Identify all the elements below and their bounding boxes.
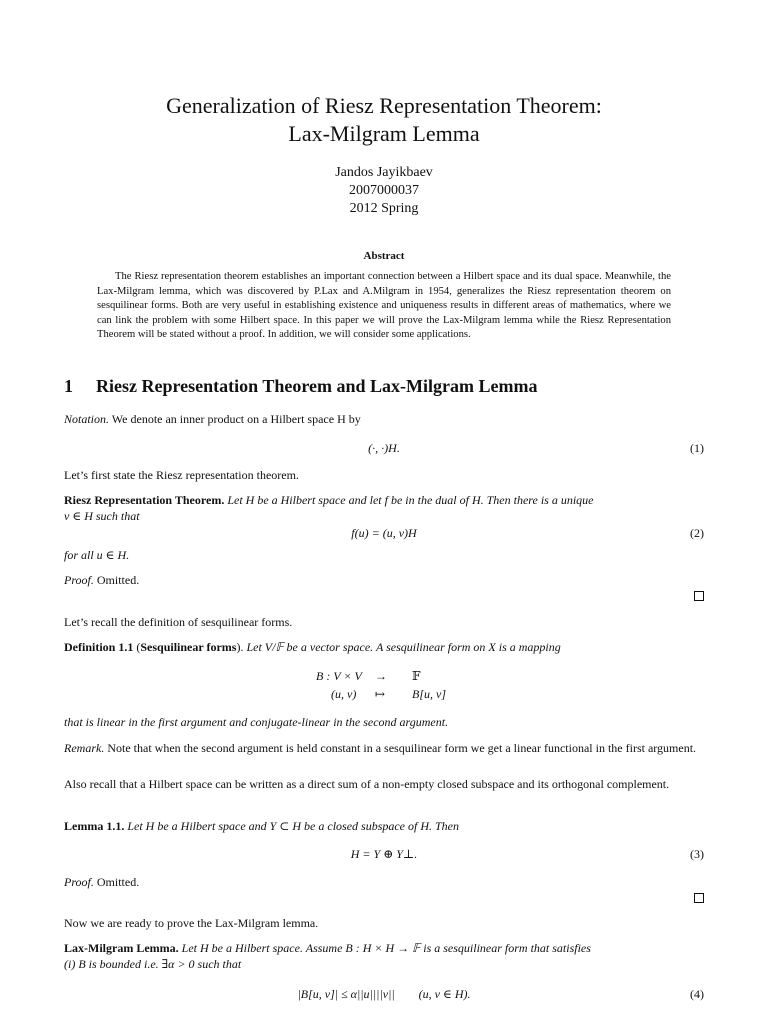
section-title: Riesz Representation Theorem and Lax-Milgram Lemma xyxy=(96,376,538,396)
equation-4-number: (4) xyxy=(690,987,704,1001)
section-heading xyxy=(64,376,537,397)
riesz-theorem-line-1: Let H be a Hilbert space and let f be in the dual of H. Then there is a unique xyxy=(224,493,594,507)
definition-label: Definition 1.1 xyxy=(64,640,134,654)
title-line-2: Lax-Milgram Lemma xyxy=(288,121,480,146)
equation-2-body: f(u) = (u, v)H xyxy=(351,526,417,540)
title-line-1: Generalization of Riesz Representation Theorem: xyxy=(166,93,602,118)
remark-label: Remark. xyxy=(64,741,105,755)
lemma-1-1 xyxy=(64,818,704,834)
definition-name: Sesquilinear forms xyxy=(140,640,237,654)
qed-square-icon xyxy=(694,591,704,601)
proof-2 xyxy=(64,874,704,890)
notation-text: We denote an inner product on a Hilbert space H by xyxy=(109,412,361,426)
proof-1-text: Omitted. xyxy=(93,573,140,587)
remark-text: Note that when the second argument is held constant in a sesquilinear form we get a linear functional in the first argument. xyxy=(104,741,697,755)
proof-2-text: Omitted. xyxy=(93,875,140,889)
proof-1-label: Proof. xyxy=(64,573,94,587)
abstract-heading: Abstract xyxy=(363,250,405,262)
for-all-u: for all u ∈ H. xyxy=(64,548,130,562)
equation-3-number: (3) xyxy=(690,847,704,861)
lax-milgram-label: Lax-Milgram Lemma. xyxy=(64,941,179,955)
riesz-intro: Let’s first state the Riesz representation theorem. xyxy=(64,468,299,482)
abstract-text: The Riesz representation theorem establishes an important connection between a Hilbert space and its dual space. Meanwhile, the Lax-Milgram lemma, which was discovered by P.Lax and A.Milgram in 1954, generalizes the Riesz representation theorem on sesquilinear forms. Both are very useful in establishing existence and uniqueness results in different areas of mathematics, where we can link the problem with some Hilbert space. In this paper we will prove the Lax-Milgram lemma while the Riesz Representation Theorem will be stated without a proof. In addition, we will consider some applications. xyxy=(97,271,671,341)
mapping-row-2-arrow: ↦ xyxy=(375,687,386,701)
lemma-label: Lemma 1.1. xyxy=(64,819,125,833)
riesz-theorem-line-2: v ∈ H such that xyxy=(64,509,140,523)
ready-paragraph: Now we are ready to prove the Lax-Milgram lemma. xyxy=(64,916,319,930)
author-block xyxy=(0,164,768,218)
term: 2012 Spring xyxy=(349,201,419,216)
equation-1-body: (·, ·)H. xyxy=(368,441,400,455)
section-number: 1 xyxy=(64,376,73,396)
riesz-theorem xyxy=(64,492,704,524)
mapping-row-1-right: 𝔽 xyxy=(412,669,421,683)
notation-label: Notation. xyxy=(64,412,110,426)
sesquilinear-intro: Let’s recall the definition of sesquilinear forms. xyxy=(64,615,293,629)
mapping-row-2-left: (u, v) xyxy=(331,687,357,701)
proof-1 xyxy=(64,572,704,588)
equation-4-body: |B[u, v]| ≤ α||u||||v|| (u, v ∈ H). xyxy=(297,987,471,1001)
equation-2-number: (2) xyxy=(690,526,704,540)
lax-milgram-lemma xyxy=(64,940,704,972)
mapping-row-1-left: B : V × V xyxy=(316,669,362,683)
qed-square-icon xyxy=(694,893,704,903)
lemma-text: Let H be a Hilbert space and Y ⊂ H be a closed subspace of H. Then xyxy=(124,819,460,833)
definition-tail: that is linear in the first argument and conjugate-linear in the second argument. xyxy=(64,715,449,729)
lax-milgram-line-2: (i) B is bounded i.e. ∃α > 0 such that xyxy=(64,957,242,971)
student-id: 2007000037 xyxy=(349,183,419,198)
notation-paragraph xyxy=(64,411,704,427)
paper-title xyxy=(0,92,768,148)
equation-1-number: (1) xyxy=(690,441,704,455)
mapping-row-1-arrow: → xyxy=(375,669,387,683)
lax-milgram-line-1: Let H be a Hilbert space. Assume B : H × H → 𝔽 is a sesquilinear form that satisfies xyxy=(178,941,591,955)
definition-text: Let V/𝔽 be a vector space. A sesquilinear form on X is a mapping xyxy=(243,640,561,654)
riesz-theorem-label: Riesz Representation Theorem. xyxy=(64,493,225,507)
remark xyxy=(64,740,704,756)
proof-2-label: Proof. xyxy=(64,875,94,889)
mapping-row-2-right: B[u, v] xyxy=(412,687,446,701)
abstract-body xyxy=(97,270,671,343)
definition-1-1: Definition 1.1 (Sesquilinear forms). Let V/𝔽 be a vector space. A sesquilinear form on X is a mapping xyxy=(64,640,561,654)
author-name: Jandos Jayikbaev xyxy=(335,165,433,180)
hilbert-decomposition-note: Also recall that a Hilbert space can be written as a direct sum of a non-empty closed subspace and its orthogonal complement. xyxy=(64,777,670,791)
equation-3-body: H = Y ⊕ Y⊥. xyxy=(350,847,418,861)
